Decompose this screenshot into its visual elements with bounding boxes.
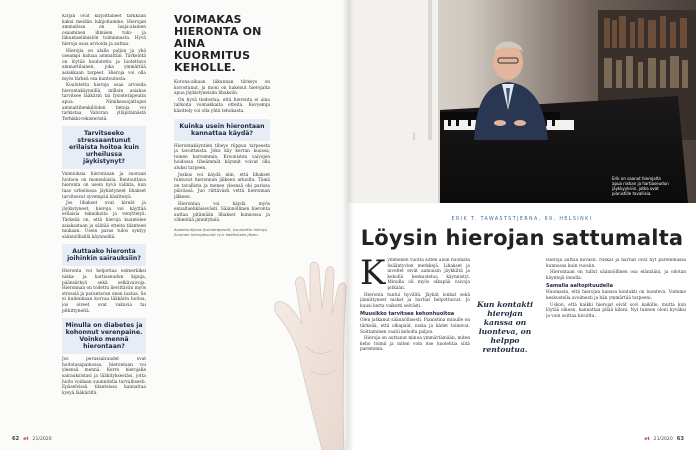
expert-note: Asiantuntijana fysioterapeutti, koulutettu hieroja, Suomen hierojakoulut ry:n hallituksen jäsen. (174, 226, 268, 237)
question-title: Minulla on diabetes ja kohonnut verenpaine. Voinko mennä hierontaan? (65, 322, 143, 351)
question-box-stress (62, 126, 146, 169)
paragraph: Uskon, että kaikki hierojat eivät sovi kaikille, mutta kun löytää oikean, kannattaa pitää kiinni. Nyt tunnen oloni hyväksi ja voin soittaa kivuitta. (546, 302, 686, 319)
paragraph: Kirjan ovat kirjoittaneet tarkkaan kaksi meidän lukijoitamme. Hierojan ammatissa on laaja-alainen osaaminen ihmisen tuki- ja liikuntaelimistön toiminnasta. Hyvä hieroja osaa arvioida ja auttaa. (62, 14, 146, 47)
magazine-brand: et (23, 436, 29, 442)
paragraph: Valmiuksia hierontaan ja suoraan hoitoon on monenlaisia. Rentouttava hieronta on usein hyvä valinta, kun taas urheilussa jäykistyneet lihakset tarvitsevat syvempää käsittelyä. (62, 172, 146, 200)
question-title: Auttaako hieronta joihinkin sairauksiin? (67, 248, 141, 263)
paragraph: Korona-aikaan liikunnan tärkeys on korostunut, ja moni on hakenut hierojalta apua jäykistyneisiin lihaksiin. (174, 80, 270, 97)
paragraph: Hieroja on auttanut minua ymmärtämään, miten keho toimii ja miten voin itse huolehtia siitä paremmin. (360, 336, 470, 353)
paragraph: Joskus voi käydä niin, että lihakset tuntuvat hieronnan jälkeen arkoilta. Tämä on tavallista ja menee yleensä ohi parissa päivässä. Juo riittävästi vettä hieronnan jälkeen. (174, 172, 270, 200)
spine-shadow (342, 0, 354, 450)
question-box-frequency (174, 119, 270, 141)
drop-cap: K (360, 258, 386, 293)
photo-credit: KUVA (412, 132, 416, 140)
right-page (348, 0, 696, 450)
page-number: 62 (12, 436, 20, 442)
paragraph: Huomasin, että hierojan kanssa kontakti on luonteva. Voimme keskustella avoimesti ja hän ymmärtää tarpeeni. (546, 290, 686, 301)
paragraph: Jos perussairaudet ovat hoitotasapainossa, hierontaan voi yleensä mennä. Kerro hierojalle sairauksistasi ja lääkityksestäsi, jotta hoito voidaan suunnitella turvallisesti. Epäselvissä tilanteissa kannattaa kysyä lääkäriltä. (62, 357, 146, 396)
page-footer-left (12, 436, 52, 442)
paragraph: Hieronta tuntui hyvältä. Jäykät lonkat sekä jännittyneet niskat ja hartiat helpottuivat. Jo kuusi kerta vaikutti selvästi. (360, 292, 470, 309)
page-footer-right (644, 436, 684, 442)
photo-caption: Erik on saanut hierojalta apua niskan ja hartiaseudun jäykkyyksiin, jotka ovat pianistille tavallisia. (612, 176, 669, 196)
issue-number: 21/2020 (653, 436, 673, 442)
right-column-1 (360, 258, 470, 438)
question-title: Kuinka usein hierontaan kannattaa käydä? (179, 122, 265, 137)
section-heading: Samalla aaltopituudella (546, 283, 613, 290)
article-byline: ERIK T. TAWASTSTJERNA, 69, HELSINKI (451, 217, 593, 222)
pull-quote: Kun kontakti hierojan kanssa on luonteva, on helppo rentoutua. (476, 300, 534, 354)
paragraph: Hieronta voi helpottaa esimerkiksi niska- ja hartiaseudun kipuja, päänsärkyä sekä selkävaivoja. Hieronnan on todettu lievittävän myös stressiä ja parantavan unen laatua. Se ei kuitenkaan korvaa lääkärin hoitoa, jos oireet ovat vakavia tai pitkittyneitä. (62, 269, 146, 314)
question-title: Tarvitseeko stressaantunut erilaista hoitoa kuin urheilussa jäykistynyt? (68, 130, 140, 166)
paragraph: Hieroja auttaa kovasti. Niskat ja hartiat ovat nyt paremmassa kunnossa kuin vuosiin. (546, 258, 686, 269)
column-text (174, 80, 270, 224)
paragraph: On hyvä tiedostaa, että hieronta ei aina tarkoita voimakkaita otteita. Kevyempi käsittely voi olla yhtä tehokasta. (174, 97, 270, 114)
issue-number: 21/2020 (32, 436, 52, 442)
question-box-diseases (62, 244, 146, 266)
question-box-diabetes (62, 318, 146, 354)
paragraph: Olen jatkanut säännöllisesti. Pianistina minulle on tärkeää, että olkapäät, niska ja kädet toimivat. Soittaminen vaatii keholta paljon. (360, 318, 470, 335)
paragraph: Jos lihakset ovat kireät ja jäykistyneet, hieroja voi käyttää erilaisia tekniikoita ja venyttelyä. Tärkeää on, että hieroja kuuntelee asiakastaan ja säätää otteita tilanteen mukaan. Usein paras tulos syntyy säännöllisillä käynneillä. (62, 201, 146, 240)
hand-illustration (252, 250, 348, 450)
paragraph: Hierontaa voi käydä myös ennaltaehkäisevästi. Säännöllinen hieronta auttaa pitämään lihakset kunnossa ja vähentää jännityksiä. (174, 201, 270, 224)
paragraph: ymmenen vuotta sitten aloin huomata lisääntyvien merkkejä. Lihakset ja niveltet eivät aamuisin jäykkiltä ja kehollä keskustelua käynnistyi. Minulla oli myös olkapää vaivoja pitkään. (387, 258, 470, 291)
left-column-1 (62, 14, 146, 434)
quote-headline: VOIMAKAS HIERONTA ON AINA KUORMITUS KEHOLLE. (174, 14, 262, 74)
pianist-photo (348, 0, 696, 203)
paragraph: Hierontakäyntien tiheys riippuu tarpeesta ja tavoitteista. Joku käy kerran kuussa, toinen harvemmin. Kroonisten vaivojen hoidossa tiheämmät käynnit voivat olla aluksi tarpeen. (174, 143, 270, 171)
paragraph: Hierojia on alalla paljon ja yhä useampi haluaa ammattiin. Tärkeintä on löytää koulutettu ja luotettava ammattilainen, joka ymmärtää asiakkaan tarpeet. Hieroja voi olla myös tärkeä osa kuntoutusta. (62, 48, 146, 82)
photo-illustration (348, 0, 696, 203)
paragraph: Koulutettu hieroja osaa arvioida hierontakäynnillä, milloin asiakas tarvitsee lääkärin tai fysioterapeutin apua. Nimikesuojattujen ammattihenkilöiden tietoja voi tarkistaa Valviran ylläpitämästä Terhikki-rekisteristä. (62, 83, 146, 122)
paragraph: Hierontaan on tullut säännöllinen osa elämääni, ja odotan käyntejä innolla. (546, 270, 686, 281)
article-title: Löysin hierojan sattumalta (360, 226, 684, 250)
section-heading: Muusikko tarvitsee kehonhuoltoa (360, 311, 455, 318)
magazine-brand: et (644, 436, 650, 442)
page-number: 63 (676, 436, 684, 442)
right-column-2 (546, 258, 686, 438)
